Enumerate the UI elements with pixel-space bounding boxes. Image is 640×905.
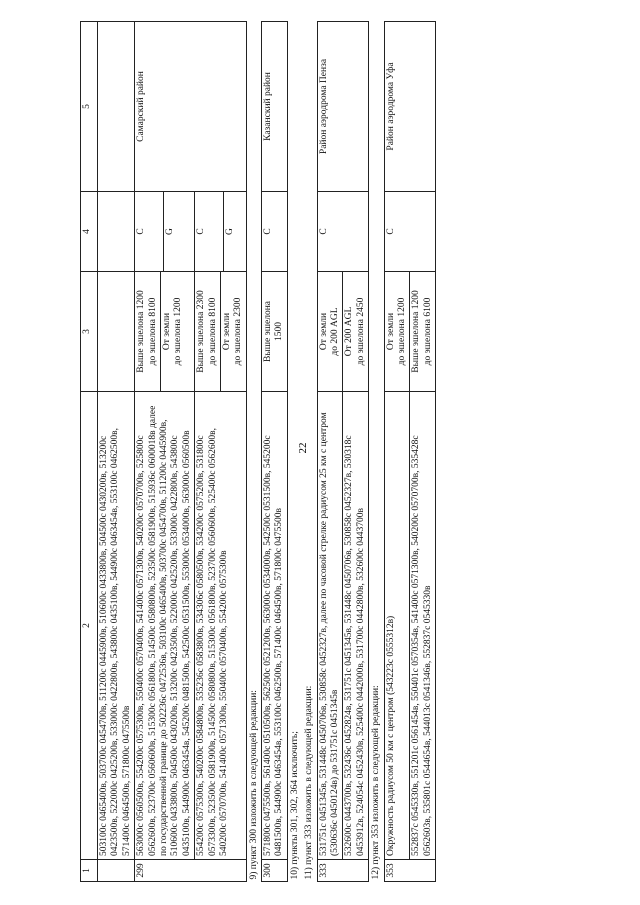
table-row-353-a [384, 22, 410, 882]
coordinates-cell: 503100с 0465400в, 503700с 0454700в, 511200с 0445900в, 510600с 0433800в, 504500с 0430200в, 513200с 0423500в, 522000с 0425200в, 533000с 0422800в, 543800с 0435100в, 544900с 0463454в, 553100с 0462500в, 571400с 0464500в, 571800с 0475500в [98, 392, 135, 860]
altitude-cell: Выше эшелона 1200 до эшелона 6100 [410, 272, 436, 392]
table-row-299-a [135, 22, 195, 882]
row-number: 299 [135, 860, 247, 882]
header-cell-5: 5 [81, 22, 98, 192]
amendment-note-12: 12) пункт 353 изложить в следующей редакции: [371, 685, 382, 880]
class-cell: С [384, 192, 436, 272]
altitude-cell: Выше эшелона 1200 до эшелона 8100 От земли до эшелона 1200 [135, 272, 195, 392]
airspace-table [80, 21, 436, 882]
coordinates-cell: 571800с 0475500в, 561400с 0510500в, 562500с 0521200в, 563000с 0534000в, 542500с 0531500в, 545200с 0481500в, 544900с 0463454в, 553100с 0462500в, 571400с 0464500в, 571800с 0475500в [262, 392, 288, 860]
coordinates-cell: Окружность радиусом 50 км с центром (543223с 0555312в) [384, 392, 410, 860]
coordinates-cell: 532600с 0443700в, 532436с 0452824в, 531751с 0451345в, 531448с 0450706в, 530858с 0452327в, 530318с 0453912в, 524054с 0452430в, 525400с 0442000в, 531700с 0442800в, 532600с 0443700в [343, 392, 369, 860]
document-table-rotated [80, 22, 636, 882]
altitude-cell: Выше эшелона 1500 [262, 272, 288, 392]
altitude-cell: От земли до эшелона 1200 [384, 272, 410, 392]
header-row [81, 22, 98, 882]
amendment-note-9: 9) пункт 300 изложить в следующей редакции: [248, 690, 259, 880]
altitude-cell: От земли до 200 AGL [317, 272, 343, 392]
header-cell-1: 1 [81, 860, 98, 882]
region-cell: Самарский район [135, 22, 247, 192]
coordinates-cell: 552837с 0545330в, 551201с 0561454в, 550401с 0570354в, 541400с 0571300в, 540200с 0570700в, 535428с 0562603в, 535801с 0544654в, 544013с 0541346в, 552837с 0545330в [410, 392, 436, 860]
table-row-continued [98, 22, 135, 882]
class-cell: С [317, 192, 369, 272]
coordinates-cell: 531751с 0451345в, 531448с 0450706в, 530858с 0452327в, далее по часовой стрелке радиусом 25 км с центром (530636с 0450124в) до 531751с 0451345в [317, 392, 343, 860]
class-cell: С [262, 192, 288, 272]
row-number: 333 [317, 860, 369, 882]
region-cell: Район аэродрома Пенза [317, 22, 369, 192]
altitude-cell: От 200 AGL до эшелона 2450 [343, 272, 369, 392]
header-cell-3: 3 [81, 272, 98, 392]
region-cell: Район аэродрома Уфа [384, 22, 436, 192]
header-cell-4: 4 [81, 192, 98, 272]
coordinates-cell: 554200с 0575300в, 540200с 0584800в, 535236с 0583800в, 534306с 0580500в, 534200с 0575200в, 531800с 0573300в, 523500с 0581900в, 514500с 0580800в, 515300с 0561800в, 523700с 0560600в, 525400с 0562600в, 540200с 0570700в, 541400с 0571300в, 550400с 0570400в, 554200с 0575300в [195, 392, 247, 860]
row-number: 353 [384, 860, 436, 882]
table-row-333-a [317, 22, 343, 882]
class-cell: С G [195, 192, 247, 272]
region-cell: Казанский район [262, 22, 288, 192]
amendment-note-10: 10) пункты 301, 302, 364 исключить; [289, 731, 300, 880]
table-row-300 [262, 22, 288, 882]
page-number: 22 [297, 442, 309, 454]
amendment-note-11: 11) пункт 333 изложить в следующей редакции: [304, 685, 315, 880]
row-number: 300 [262, 860, 288, 882]
altitude-cell: Выше эшелона 2300 до эшелона 8100 От земли до эшелона 2300 [195, 272, 247, 392]
coordinates-cell: 563000с 0560500в, 554200с 0575300в, 550400с 0570400в, 541400с 0571300в, 540200с 0570700в, 525800с 0562600в, 523700с 0560600в, 515300с 0561800в, 514500с 0580800в, 523500с 0581900в, 515936с 0600018в далее по государственной границе до 502236с 0472536в, 503100с 0465400в, 503700с 0454700в, 511200с 0445900в, 510600с 0433800в, 504500с 0430200в, 513200с 0423500в, 522000с 0425200в, 533000с 0422800в, 543800с 0435100в, 544900с 0463454в, 545200с 0481500в, 542500с 0531500в, 553000с 0534000в, 563000с 0560500в [135, 392, 195, 860]
header-cell-2: 2 [81, 392, 98, 860]
class-cell: С G [135, 192, 195, 272]
